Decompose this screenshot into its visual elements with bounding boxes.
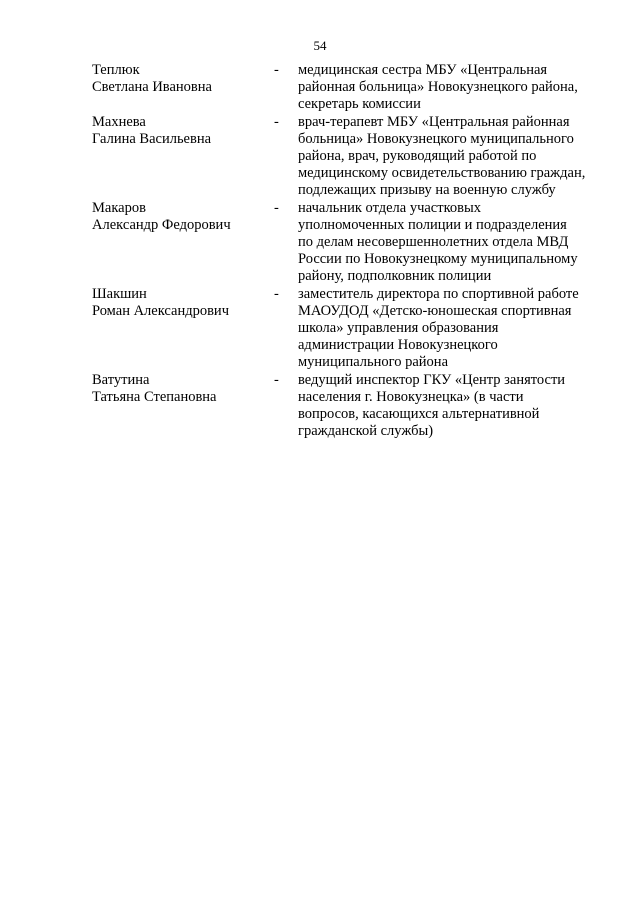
member-dash: - [274, 199, 279, 216]
description-line: врач-терапевт МБУ «Центральная районная [298, 113, 570, 130]
description-line: районная больница» Новокузнецкого района, [298, 79, 578, 96]
description-line: заместитель директора по спортивной работе [298, 285, 579, 302]
description-line: секретарь комиссии [298, 96, 421, 113]
member-entry [92, 62, 612, 114]
page-number: 54 [313, 38, 327, 53]
member-name [92, 372, 262, 406]
description-line: по делам несовершеннолетних отдела МВД [298, 234, 569, 251]
member-entry [92, 114, 612, 200]
member-given-names: Александр Федорович [92, 216, 231, 233]
description-line: МАОУДОД «Детско-юношеская спортивная [298, 302, 572, 319]
description-line: ведущий инспектор ГКУ «Центр занятости [298, 371, 566, 388]
member-given-names: Роман Александрович [92, 302, 229, 319]
description-line: школа» управления образования [298, 320, 499, 337]
member-dash: - [274, 113, 279, 130]
member-entry [92, 286, 612, 372]
member-description [298, 114, 602, 200]
member-surname: Теплюк [92, 62, 140, 78]
member-description [298, 62, 602, 114]
member-surname: Ватутина [92, 371, 150, 388]
member-name [92, 114, 262, 148]
description-line: гражданской службы) [298, 423, 434, 440]
member-name [92, 62, 262, 96]
description-line: району, подполковник полиции [298, 268, 492, 285]
description-line: населения г. Новокузнецка» (в части [298, 388, 524, 405]
member-dash: - [274, 371, 279, 388]
description-line: администрации Новокузнецкого [298, 337, 498, 354]
member-description [298, 200, 602, 286]
member-name [92, 286, 262, 320]
description-line: медицинскому освидетельствованию граждан, [298, 165, 586, 182]
commission-members-list [92, 62, 612, 440]
member-given-names: Татьяна Степановна [92, 388, 217, 405]
description-line: уполномоченных полиции и подразделения [298, 216, 567, 233]
member-given-names: Галина Васильевна [92, 130, 212, 147]
member-entry [92, 200, 612, 286]
description-line: района, врач, руководящий работой по [298, 148, 537, 165]
member-dash: - [274, 62, 279, 78]
description-line: муниципального района [298, 354, 448, 371]
description-line: России по Новокузнецкому муниципальному [298, 251, 578, 268]
member-description [298, 372, 602, 441]
member-surname: Махнева [92, 113, 146, 130]
member-entry [92, 372, 612, 441]
member-description [298, 286, 602, 372]
description-line: вопросов, касающихся альтернативной [298, 406, 540, 423]
description-line: подлежащих призыву на военную службу [298, 182, 556, 199]
member-given-names: Светлана Ивановна [92, 79, 212, 96]
description-line: начальник отдела участковых [298, 199, 481, 216]
member-dash: - [274, 285, 279, 302]
member-surname: Шакшин [92, 285, 147, 302]
description-line: больница» Новокузнецкого муниципального [298, 130, 574, 147]
description-line: медицинская сестра МБУ «Центральная [298, 62, 548, 78]
member-surname: Макаров [92, 199, 146, 216]
member-name [92, 200, 262, 234]
